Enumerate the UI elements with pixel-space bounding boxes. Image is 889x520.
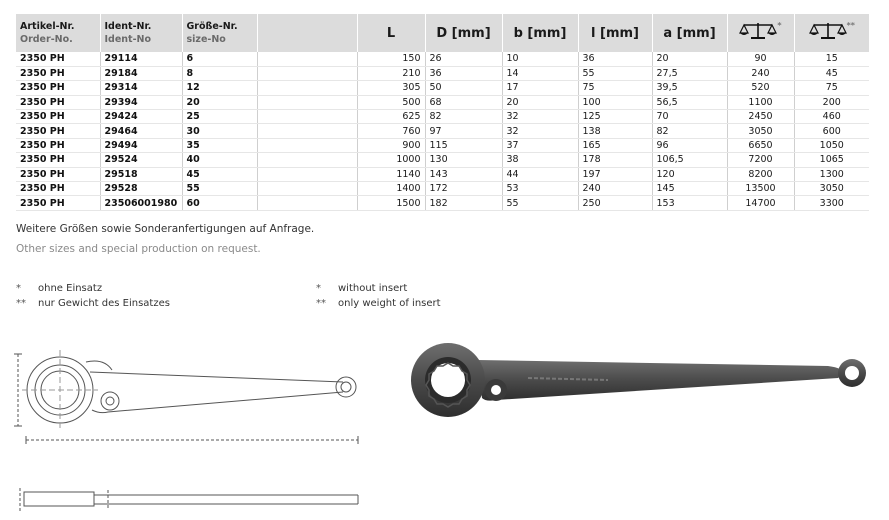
- cell-D: 36: [425, 66, 502, 80]
- table-header-row: [16, 14, 869, 52]
- cell-b: 32: [502, 110, 578, 124]
- cell-article: 2350 PH: [16, 196, 100, 210]
- cell-ident: 29314: [100, 81, 182, 95]
- cell-w2: 3300: [794, 196, 869, 210]
- table-row: [16, 110, 869, 124]
- footnote-de-1: * ohne Einsatz: [16, 283, 103, 294]
- cell-l: 55: [578, 66, 652, 80]
- cell-a: 27,5: [652, 66, 727, 80]
- table-body: [16, 52, 869, 210]
- cell-w2: 200: [794, 95, 869, 109]
- cell-article: 2350 PH: [16, 52, 100, 66]
- cell-size: 40: [182, 153, 257, 167]
- cell-ident: 29424: [100, 110, 182, 124]
- weight-mark-2: **: [846, 21, 855, 30]
- cell-w2: 75: [794, 81, 869, 95]
- cell-w1: 14700: [727, 196, 794, 210]
- table-row: [16, 182, 869, 196]
- cell-D: 182: [425, 196, 502, 210]
- cell-L: 1000: [357, 153, 425, 167]
- cell-b: 37: [502, 138, 578, 152]
- cell-L: 210: [357, 66, 425, 80]
- cell-ident: 29394: [100, 95, 182, 109]
- footnote-en-1: * without insert: [316, 283, 408, 294]
- cell-w2: 45: [794, 66, 869, 80]
- cell-size: 12: [182, 81, 257, 95]
- cell-l: 125: [578, 110, 652, 124]
- cell-b: 55: [502, 196, 578, 210]
- table-row: [16, 52, 869, 66]
- cell-a: 145: [652, 182, 727, 196]
- cell-spacer: [257, 95, 357, 109]
- cell-D: 97: [425, 124, 502, 138]
- wrench-technical-drawing: [8, 332, 378, 462]
- footnote-de-2: ** nur Gewicht des Einsatzes: [16, 298, 170, 309]
- col-weight-insert-only: [794, 14, 869, 52]
- cell-ident: 23506001980: [100, 196, 182, 210]
- cell-w2: 600: [794, 124, 869, 138]
- weight-mark-1: *: [777, 21, 782, 30]
- cell-w1: 8200: [727, 167, 794, 181]
- cell-D: 82: [425, 110, 502, 124]
- cell-D: 50: [425, 81, 502, 95]
- cell-a: 120: [652, 167, 727, 181]
- cell-a: 70: [652, 110, 727, 124]
- col-D: D [mm]: [425, 14, 502, 52]
- cell-b: 53: [502, 182, 578, 196]
- cell-size: 6: [182, 52, 257, 66]
- cell-L: 900: [357, 138, 425, 152]
- col-weight-without-insert: [727, 14, 794, 52]
- cell-w2: 15: [794, 52, 869, 66]
- cell-size: 55: [182, 182, 257, 196]
- cell-l: 240: [578, 182, 652, 196]
- cell-D: 68: [425, 95, 502, 109]
- cell-size: 30: [182, 124, 257, 138]
- cell-l: 197: [578, 167, 652, 181]
- cell-ident: 29464: [100, 124, 182, 138]
- cell-w2: 3050: [794, 182, 869, 196]
- col-article: Artikel-Nr. Order-No.: [16, 14, 100, 52]
- cell-l: 178: [578, 153, 652, 167]
- col-a: a [mm]: [652, 14, 727, 52]
- cell-l: 165: [578, 138, 652, 152]
- cell-w1: 13500: [727, 182, 794, 196]
- cell-ident: 29528: [100, 182, 182, 196]
- cell-article: 2350 PH: [16, 110, 100, 124]
- cell-b: 17: [502, 81, 578, 95]
- cell-size: 60: [182, 196, 257, 210]
- cell-spacer: [257, 153, 357, 167]
- cell-b: 32: [502, 124, 578, 138]
- cell-article: 2350 PH: [16, 182, 100, 196]
- cell-D: 130: [425, 153, 502, 167]
- note-english: Other sizes and special production on request.: [16, 243, 261, 255]
- wrench-photo: [408, 338, 873, 420]
- cell-L: 150: [357, 52, 425, 66]
- cell-l: 138: [578, 124, 652, 138]
- cell-a: 96: [652, 138, 727, 152]
- cell-size: 25: [182, 110, 257, 124]
- cell-w1: 3050: [727, 124, 794, 138]
- cell-ident: 29518: [100, 167, 182, 181]
- cell-b: 20: [502, 95, 578, 109]
- cell-w2: 1065: [794, 153, 869, 167]
- cell-article: 2350 PH: [16, 138, 100, 152]
- cell-D: 26: [425, 52, 502, 66]
- cell-b: 38: [502, 153, 578, 167]
- cell-a: 56,5: [652, 95, 727, 109]
- cell-b: 44: [502, 167, 578, 181]
- cell-ident: 29114: [100, 52, 182, 66]
- col-b: b [mm]: [502, 14, 578, 52]
- balance-scale-icon: [739, 21, 777, 41]
- cell-spacer: [257, 66, 357, 80]
- cell-size: 20: [182, 95, 257, 109]
- cell-article: 2350 PH: [16, 95, 100, 109]
- table-row: [16, 196, 869, 210]
- cell-l: 100: [578, 95, 652, 109]
- cell-ident: 29184: [100, 66, 182, 80]
- cell-spacer: [257, 110, 357, 124]
- cell-spacer: [257, 196, 357, 210]
- cell-spacer: [257, 52, 357, 66]
- cell-size: 35: [182, 138, 257, 152]
- table-row: [16, 66, 869, 80]
- cell-a: 153: [652, 196, 727, 210]
- cell-w1: 6650: [727, 138, 794, 152]
- col-spacer: [257, 14, 357, 52]
- table-row: [16, 167, 869, 181]
- cell-spacer: [257, 167, 357, 181]
- cell-a: 106,5: [652, 153, 727, 167]
- cell-L: 1400: [357, 182, 425, 196]
- cell-D: 143: [425, 167, 502, 181]
- table-row: [16, 81, 869, 95]
- cell-b: 10: [502, 52, 578, 66]
- cell-spacer: [257, 138, 357, 152]
- table-row: [16, 138, 869, 152]
- table-row: [16, 153, 869, 167]
- cell-size: 8: [182, 66, 257, 80]
- col-l: l [mm]: [578, 14, 652, 52]
- col-size: Größe-Nr. size-No: [182, 14, 257, 52]
- col-L: L: [357, 14, 425, 52]
- footnote-en-2: ** only weight of insert: [316, 298, 441, 309]
- cell-spacer: [257, 81, 357, 95]
- cell-w1: 90: [727, 52, 794, 66]
- col-ident: Ident-Nr. Ident-No: [100, 14, 182, 52]
- cell-spacer: [257, 182, 357, 196]
- cell-article: 2350 PH: [16, 124, 100, 138]
- cell-article: 2350 PH: [16, 153, 100, 167]
- cell-D: 172: [425, 182, 502, 196]
- cell-w2: 1300: [794, 167, 869, 181]
- cell-w1: 240: [727, 66, 794, 80]
- cell-b: 14: [502, 66, 578, 80]
- cell-a: 82: [652, 124, 727, 138]
- cell-l: 75: [578, 81, 652, 95]
- cell-w1: 520: [727, 81, 794, 95]
- wrench-side-view-drawing: [18, 486, 368, 516]
- cell-w2: 460: [794, 110, 869, 124]
- cell-w1: 1100: [727, 95, 794, 109]
- table-row: [16, 95, 869, 109]
- cell-w1: 2450: [727, 110, 794, 124]
- cell-w1: 7200: [727, 153, 794, 167]
- cell-article: 2350 PH: [16, 66, 100, 80]
- cell-a: 39,5: [652, 81, 727, 95]
- cell-size: 45: [182, 167, 257, 181]
- cell-L: 760: [357, 124, 425, 138]
- cell-L: 625: [357, 110, 425, 124]
- cell-L: 500: [357, 95, 425, 109]
- cell-ident: 29494: [100, 138, 182, 152]
- cell-spacer: [257, 124, 357, 138]
- spec-table: [16, 14, 869, 211]
- cell-D: 115: [425, 138, 502, 152]
- balance-scale-icon: [809, 21, 847, 41]
- cell-l: 36: [578, 52, 652, 66]
- cell-L: 1500: [357, 196, 425, 210]
- note-german: Weitere Größen sowie Sonderanfertigungen auf Anfrage.: [16, 223, 315, 235]
- cell-a: 20: [652, 52, 727, 66]
- cell-l: 250: [578, 196, 652, 210]
- cell-w2: 1050: [794, 138, 869, 152]
- cell-L: 1140: [357, 167, 425, 181]
- cell-article: 2350 PH: [16, 167, 100, 181]
- cell-L: 305: [357, 81, 425, 95]
- cell-article: 2350 PH: [16, 81, 100, 95]
- cell-ident: 29524: [100, 153, 182, 167]
- table-row: [16, 124, 869, 138]
